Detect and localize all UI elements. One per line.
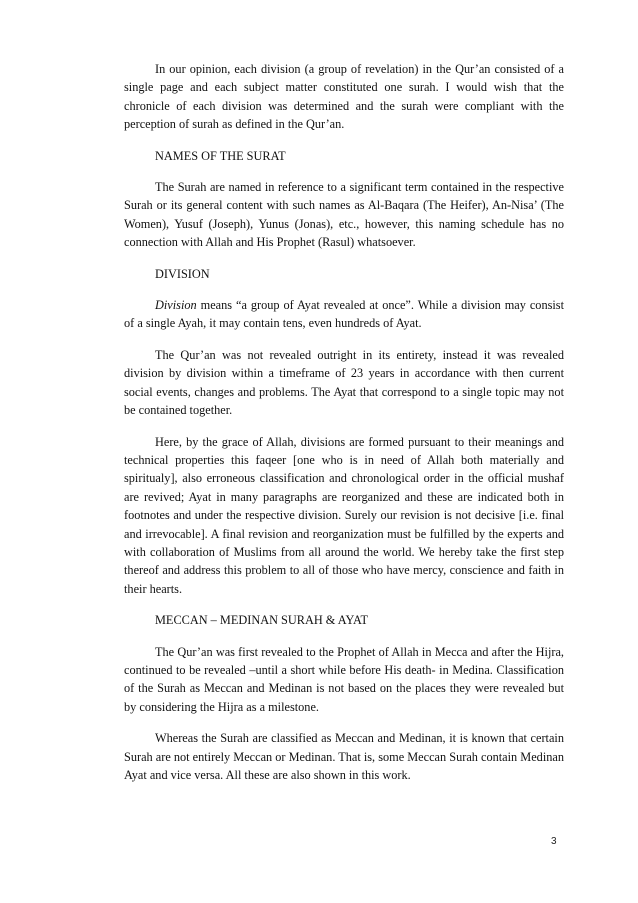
page-number: 3 — [551, 836, 557, 847]
heading-division: DIVISION — [155, 266, 210, 281]
paragraph-revision: Here, by the grace of Allah, divisions are formed pursuant to their meanings and technical properties this faqeer [one who is in need of Allah both materially and spiritualy], also erroneous classification and chronological order in the official mushaf are revived; Ayat in many paragraphs are reorganized and these are indicated both in footnotes and under the respective division. Surely our revision is not decisive [i.e. final and irrevocable]. A final revision and reorganization must be fulfilled by the experts and with collaboration of Muslims from all around the world. We hereby take the first step thereof and address this problem to all of those who have mercy, conscience and faith in their hearts. — [124, 434, 564, 596]
division-definition-text: means “a group of Ayat revealed at once”. While a division may consist of a single Ayah, it may contain tens, even hundreds of Ayat. — [124, 298, 564, 331]
paragraph-division-definition — [124, 296, 564, 333]
paragraph-surah-names: The Surah are named in reference to a significant term contained in the respective Surah or its general content with such names as Al-Baqara (The Heifer), An-Nisa’ (The Women), Yusuf (Joseph), Yunus (Jonas), etc., however, this naming schedule has no connection with Allah and His Prophet (Rasul) whatsoever. — [124, 180, 564, 250]
division-term: Division — [155, 298, 197, 313]
paragraph-revelation-timeframe: The Qur’an was not revealed outright in its entirety, instead it was revealed division by division within a timeframe of 23 years in accordance with then current social events, changes and problems. The Ayat that correspond to a single topic may not be contained together. — [124, 347, 564, 418]
page-content — [124, 60, 564, 797]
paragraph-opinion: In our opinion, each division (a group of revelation) in the Qur’an consisted of a single page and each subject matter constituted one surah. I would wish that the chronicle of each division was determined and the surah were compliant with the perception of surah as defined in the Qur’an. — [124, 62, 564, 132]
paragraph-mecca-medina-revelation: The Qur’an was first revealed to the Prophet of Allah in Mecca and after the Hijra, continued to be revealed –until a short while before His death- in Medina. Classification of the Surah as Meccan and Medinan is not based on the places they were revealed but by considering the Hijra as a milestone. — [124, 644, 564, 714]
heading-meccan-medinan: MECCAN – MEDINAN SURAH & AYAT — [155, 613, 369, 628]
heading-names-of-the-surat: NAMES OF THE SURAT — [155, 148, 286, 163]
paragraph-classification: Whereas the Surah are classified as Meccan and Medinan, it is known that certain Surah are not entirely Meccan or Medinan. That is, some Meccan Surah contain Medinan Ayat and vice versa. All these are also shown in this work. — [124, 731, 564, 782]
